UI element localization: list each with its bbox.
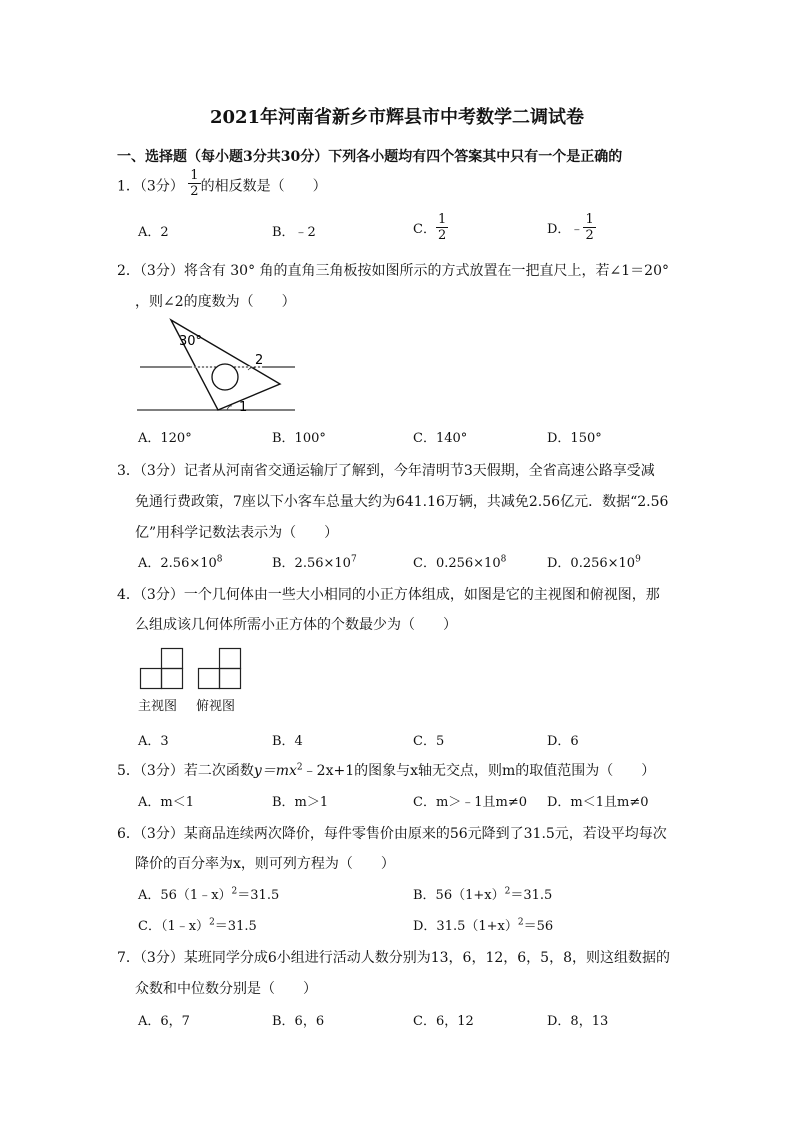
angle-30-label: 30° [179, 334, 203, 349]
q2-line-2: ，则∠2的度数为（ ） [135, 294, 296, 310]
q3-option-a: A．$2.56\times 10^8$ [138, 554, 223, 571]
q4-option-c: C．5 [413, 734, 445, 749]
q2-option-c: C．140° [413, 431, 468, 446]
q5-option-d: D．m＜1且m≠0 [547, 795, 649, 810]
q1-option-c: C． $\frac{1}{2}$ [413, 212, 447, 243]
q4-option-b: B．4 [272, 734, 303, 749]
angle-1-label: 1 [239, 400, 248, 415]
q1-number: 1． [117, 178, 140, 195]
q3-option-b: B．$2.56\times 10^7$ [272, 554, 357, 571]
q2-line-1: 2．（3分）将含有 30° 角的直角三角板按如图所示的方式放置在一把直尺上，若∠1＝20° [117, 263, 669, 279]
q1-option-a: A．2 [138, 225, 169, 240]
q6-option-d: D．$31.5(1+x)^2=56$ [413, 917, 554, 934]
top-view-label: 俯视图 [196, 699, 236, 714]
q7-line-2: 众数和中位数分别是（ ） [135, 981, 317, 997]
q1-text: 的相反数是（ ） [200, 178, 327, 195]
angle-2-label: 2 [255, 353, 264, 368]
q3-option-c: C．$0.256\times 10^8$ [413, 554, 507, 571]
q2-figure [135, 312, 310, 417]
q7-line-1: 7．（3分）某班同学分成6小组进行活动人数分别为13，6，12，6，5，8，则这组数据的 [117, 950, 670, 966]
q3-line-1: 3．（3分）记者从河南省交通运输厅了解到，今年清明节3天假期，全省高速公路享受减 [117, 463, 655, 479]
q3-option-d: D．$0.256\times 10^9$ [547, 554, 641, 571]
q6-option-a: A．56（1﹣x）$^2$＝31.5 [138, 886, 280, 903]
front-view-figure [138, 647, 186, 691]
q3-line-3: 亿”用科学记数法表示为（ ） [135, 525, 339, 541]
q2-option-a: A．120° [138, 431, 192, 446]
q5-option-a: A．m＜1 [138, 795, 194, 810]
q4-line-2: 么组成该几何体所需小正方体的个数最少为（ ） [135, 617, 457, 633]
q7-option-c: C．6，12 [413, 1014, 474, 1029]
page-title: 2021年河南省新乡市辉县市中考数学二调试卷 [209, 107, 585, 128]
q6-line-1: 6．（3分）某商品连续两次降价，每件零售价由原来的56元降到了31.5元，若设平均每次 [117, 826, 667, 842]
q6-option-b: B．$56(1+x)^2=31.5$ [413, 886, 553, 903]
q1-option-b: B．﹣2 [272, 225, 316, 240]
q6-option-c: C．（1﹣x）$^2$＝31.5 [138, 917, 257, 934]
q4-option-a: A．3 [138, 734, 169, 749]
triangle-hole [212, 364, 238, 390]
q3-line-2: 免通行费政策，7座以下小客车总量大约为641.16万辆，共减免2.56亿元．数据“2.56 [135, 494, 669, 510]
front-view-label: 主视图 [138, 699, 178, 714]
q5-option-b: B．m＞1 [272, 795, 329, 810]
q7-option-d: D．8，13 [547, 1014, 609, 1029]
top-view-figure [196, 647, 244, 691]
q2-option-b: B．100° [272, 431, 326, 446]
q6-line-2: 降价的百分率为x，则可列方程为（ ） [135, 856, 395, 872]
q4-option-d: D．6 [547, 734, 579, 749]
q7-option-a: A．6，7 [138, 1014, 190, 1029]
question-5: 5．（3分）若二次函数$y=mx^2﹣2x+1$的图象与x轴无交点，则m的取值范围为（ ） [117, 762, 656, 779]
q1-score: （3分） [139, 178, 184, 195]
q2-option-d: D．150° [547, 431, 602, 446]
q7-option-b: B．6，6 [272, 1014, 325, 1029]
section-heading: 一、选择题（每小题3分共30分）下列各小题均有四个答案其中只有一个是正确的 [117, 149, 623, 165]
q1-option-d: D．﹣ $\frac{1}{2}$ [547, 212, 594, 243]
q4-line-1: 4．（3分）一个几何体由一些大小相同的小正方体组成，如图是它的主视图和俯视图，那 [117, 587, 660, 603]
q5-option-c: C．m＞﹣1且m≠0 [413, 795, 528, 810]
question-1 [117, 168, 327, 199]
q1-fraction: $\frac{1}{2}$ [190, 168, 199, 199]
